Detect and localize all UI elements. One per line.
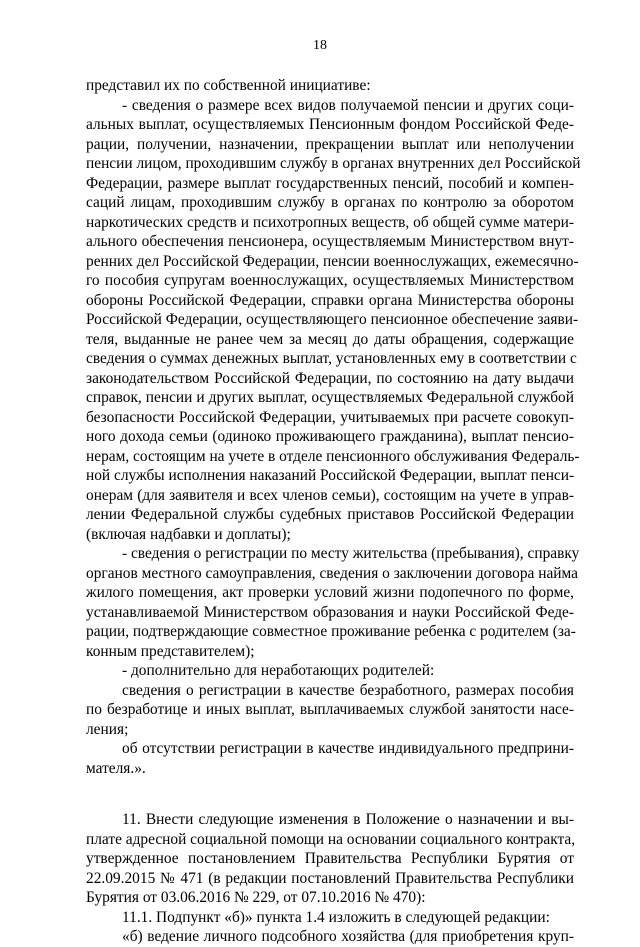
text-line: Российской Федерации, осуществляющего пенсионное обеспечение заяви- [86,311,579,328]
text-line: ного дохода семьи (одиноко проживающего гражданина), выплат пенсио- [86,428,574,445]
text-line: рации, подтверждающие совместное проживание ребенка с родителем (за- [86,623,576,640]
text-line: мателя.». [86,759,146,777]
text-line: - сведения о регистрации по месту жительства (пребывания), справку [122,545,580,562]
document-body [86,76,581,947]
paragraph-gap [86,778,574,810]
text-line: конным представителем); [86,642,255,660]
text-line: альных выплат, осуществляемых Пенсионным фондом Российской Феде- [86,116,574,133]
text-line: устанавливаемой Министерством образования и науки Российской Феде- [86,603,574,621]
text-line: (включая надбавки и доплаты); [86,525,291,543]
text-line: го пособия супругам военнослужащих, осуществляемых Министерством [86,272,574,289]
text-line: 22.09.2015 № 471 (в редакции постановлений Правительства Республики [86,869,574,887]
text-line: ального обеспечения пенсионера, осуществляемым Министерством внут- [86,233,574,250]
text-line: органов местного самоуправления, сведения о заключении договора найма [86,564,578,582]
paragraph-block-recipient-documents [86,76,581,778]
text-line: саций лицам, проходившим службу в органах по контролю за оборотом [86,194,574,211]
text-line: ления; [86,720,129,738]
page-number: 18 [313,38,327,53]
text-line: пенсии лицом, проходившим службу в органах внутренних дел Российской [86,155,581,172]
text-line: ной службы исполнения наказаний Российской Федерации, выплат пенси- [86,467,575,484]
text-line: «б) ведение личного подсобного хозяйства (для приобретения круп- [122,928,574,945]
text-line: плате адресной социальной помощи на основании социального контракта, [86,830,576,848]
text-line: сведения о регистрации в качестве безработного, размерах пособия [122,681,574,699]
text-line: законодательством Российской Федерации, по состоянию на дату выдачи [86,369,574,387]
text-line: жилого помещения, акт проверки условий жизни подопечного по форме, [86,584,574,601]
text-line: - сведения о размере всех видов получаемой пенсии и других соци- [122,96,574,114]
text-line: Бурятия от 03.06.2016 № 229, от 07.10.2016 № 470): [86,889,426,906]
text-line: по безработице и иных выплат, выплачиваемых службой занятости насе- [86,701,574,718]
text-line: ренних дел Российской Федерации, пенсии военнослужащих, ежемесячно- [86,252,579,270]
text-line: утвержденное постановлением Правительства Республики Бурятия от [86,850,574,867]
text-line: онерам (для заявителя и всех членов семьи), состоящим на учете в управ- [86,486,574,504]
text-line: теля, выданные не ранее чем за месяц до даты обращения, содержащие [86,330,574,348]
paragraph-block-amendment-11 [86,810,574,947]
text-line: представил их по собственной инициативе: [86,77,371,94]
text-line: Федерации, размере выплат государственных пенсий, пособий и компен- [86,174,574,192]
text-line: 11.1. Подпункт «б)» пункта 1.4 изложить в следующей редакции: [122,908,550,926]
text-line: рации, получении, назначении, прекращении выплат или неполучении [86,135,574,153]
text-line: - дополнительно для неработающих родителей: [122,662,435,679]
text-line: безопасности Российской Федерации, учитываемых при расчете совокуп- [86,408,574,426]
text-line: лении Федеральной службы судебных приставов Российской Федерации [86,506,574,523]
text-line: об отсутствии регистрации в качестве индивидуального предприни- [122,740,574,757]
text-line: нерам, состоящим на учете в отделе пенсионного обслуживания Федераль- [86,447,580,465]
text-line: наркотических средств и психотропных веществ, об общей сумме матери- [86,213,574,231]
text-line: справок, пенсии и других выплат, осуществляемых Федеральной службой [86,389,574,406]
text-line: обороны Российской Федерации, справки органа Министерства обороны [86,291,574,309]
text-line: 11. Внести следующие изменения в Положение о назначении и вы- [122,811,574,828]
text-line: сведения о суммах денежных выплат, установленных ему в соответствии с [86,350,577,367]
